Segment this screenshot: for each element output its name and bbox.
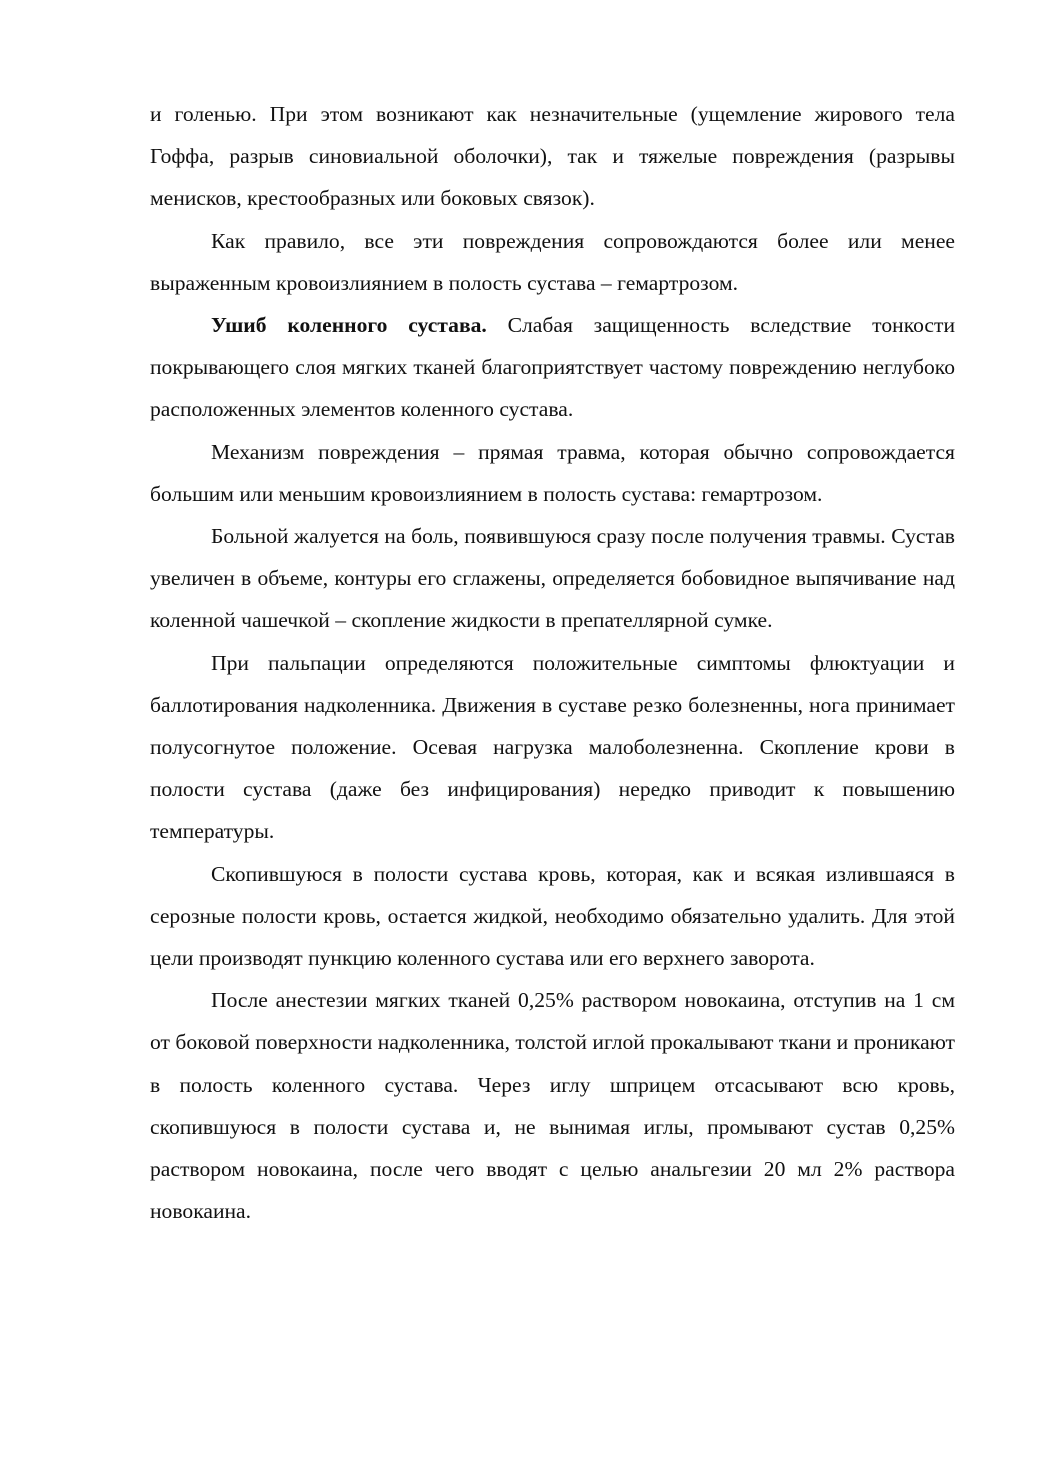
paragraph-text: Механизм повреждения – прямая травма, которая обычно сопровождается большим или меньшим кровоизлиянием в полость сустава: гемартрозом. bbox=[150, 439, 955, 506]
paragraph-puncture-procedure bbox=[150, 979, 955, 1232]
paragraph-continuation bbox=[150, 93, 955, 220]
paragraph-text: Скопившуюся в полости сустава кровь, которая, как и всякая излившаяся в серозные полости кровь, остается жидкой, необходимо обязательно удалить. Для этой цели производят пункцию коленного сустава или его верхнего заворота. bbox=[150, 861, 955, 971]
paragraph-text: Как правило, все эти повреждения сопровождаются более или менее выраженным кровоизлиянием в полость сустава – гемартрозом. bbox=[150, 228, 955, 295]
paragraph-text: и голенью. При этом возникают как незначительные (ущемление жирового тела Гоффа, разрыв синовиальной оболочки), так и тяжелые повреждения (разрывы менисков, крестообразных или боковых связок). bbox=[150, 102, 955, 211]
paragraph-palpation bbox=[150, 642, 955, 853]
paragraph-text: Больной жалуется на боль, появившуюся сразу после получения травмы. Сустав увеличен в объеме, контуры его сглажены, определяется бобовидное выпячивание над коленной чашечкой – скопление жидкости в препателлярной сумке. bbox=[150, 524, 955, 633]
paragraph-mechanism bbox=[150, 431, 955, 515]
paragraph-knee-contusion bbox=[150, 304, 955, 431]
paragraph-complaints bbox=[150, 515, 955, 642]
paragraph-text: После анестезии мягких тканей 0,25% раствором новокаина, отступив на 1 см от боковой поверхности надколенника, толстой иглой прокалывают ткани и проникают в полость коленного сустава. Через иглу шприцем отсасывают всю кровь, скопившуюся в полости сустава и, не вынимая иглы, промывают сустав 0,25% раствором новокаина, после чего вводят с целью анальгезии 20 мл 2% раствора новокаина. bbox=[150, 988, 955, 1224]
paragraph-blood-removal bbox=[150, 853, 955, 980]
section-heading-knee-contusion: Ушиб коленного сустава. bbox=[211, 313, 487, 338]
paragraph-text: Слабая защищенность вследствие тонкости покрывающего слоя мягких тканей благоприятствует частому повреждению неглубоко расположенных элементов коленного сустава. bbox=[150, 313, 955, 422]
document-page bbox=[150, 93, 955, 1232]
paragraph-text: При пальпации определяются положительные симптомы флюктуации и баллотирования надколенника. Движения в суставе резко болезненны, нога принимает полусогнутое положение. Осевая нагрузка малоболезненна. Скопление крови в полости сустава (даже без инфицирования) нередко приводит к повышению температуры. bbox=[150, 650, 955, 844]
paragraph-hemarthrosis-note bbox=[150, 220, 955, 304]
